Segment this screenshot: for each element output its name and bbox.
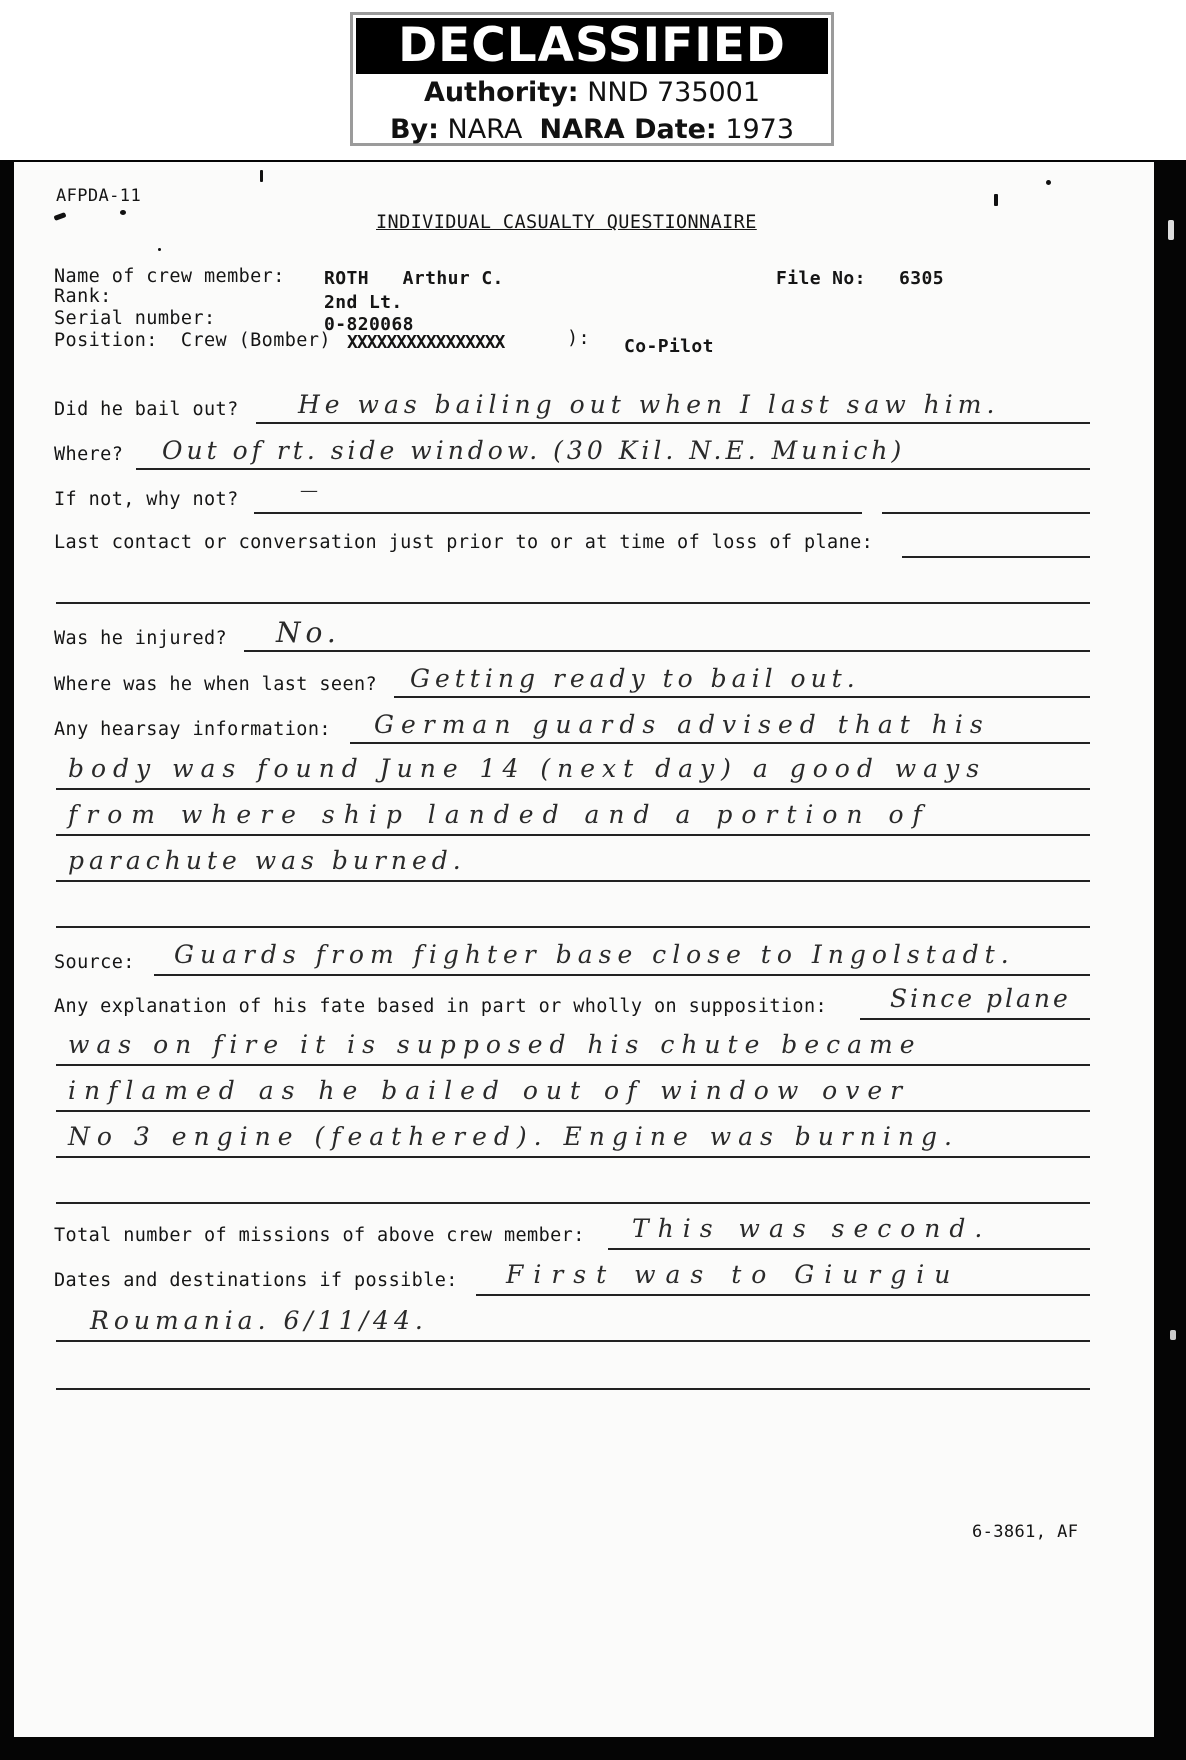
scan-speck [54,212,67,221]
contact-line-a [902,556,1090,558]
position-value: Co-Pilot [624,336,714,357]
explanation-line-4 [56,1202,1090,1204]
hearsay-answer-2: body was found June 14 (next day) a good ways [68,754,987,783]
source-label: Source: [54,952,135,973]
scan-edge-mark [1168,220,1174,240]
explanation-line-0 [860,1018,1090,1020]
injured-line [244,650,1090,652]
dates-line-1 [476,1294,1090,1296]
injured-answer: No. [276,616,341,649]
stamp-authority [353,74,831,111]
scan-speck [994,194,998,206]
explanation-answer-1: was on fire it is supposed his chute became [68,1030,922,1059]
file-value: 6305 [899,268,944,289]
stamp-authority-value: NND 735001 [587,77,761,108]
hearsay-answer-4: parachute was burned. [68,846,466,875]
hearsay-line-2 [56,788,1090,790]
injured-label: Was he injured? [54,628,228,649]
rank-label: Rank: [54,286,112,307]
lastseen-line [394,696,1090,698]
ifnot-answer: — [300,480,323,501]
hearsay-answer-3: from where ship landed and a portion of [68,800,931,829]
hearsay-label: Any hearsay information: [54,719,331,740]
hearsay-line-5 [56,926,1090,928]
bail-line [256,422,1090,424]
where-line [136,468,1090,470]
footer-code: 6-3861, AF [972,1522,1079,1542]
dates-line-3 [56,1388,1090,1390]
declassified-stamp [350,12,834,146]
missions-label: Total number of missions of above crew member: [54,1225,585,1246]
explanation-line-3 [56,1156,1090,1158]
file-label: File No: [776,268,866,289]
lastseen-label: Where was he when last seen? [54,674,378,695]
position-suffix: ): [567,328,591,349]
serial-label: Serial number: [54,308,216,329]
serial-value: 0-820068 [324,314,414,335]
dates-label: Dates and destinations if possible: [54,1270,458,1291]
form-id: AFPDA-11 [56,186,142,206]
contact-label: Last contact or conversation just prior to or at time of loss of plane: [54,532,874,553]
scan-speck [158,248,161,251]
rank-value: 2nd Lt. [324,292,403,313]
explanation-line-1 [56,1064,1090,1066]
hearsay-answer-1: German guards advised that his [374,710,990,739]
scan-speck [120,210,126,215]
bail-answer: He was bailing out when I last saw him. [298,390,1000,419]
position-label: Position: Crew (Bomber) [54,330,331,351]
source-line [154,974,1090,976]
explanation-answer-0: Since plane [890,984,1071,1013]
stamp-authority-label: Authority: [423,77,579,108]
explanation-answer-2: inflamed as he bailed out of window over [68,1076,911,1105]
ifnot-label: If not, why not? [54,489,239,510]
ifnot-line-b [882,512,1090,514]
stamp-date-value: 1973 [725,114,795,145]
hearsay-line-1 [350,742,1090,744]
bail-label: Did he bail out? [54,399,239,420]
scan-speck [260,170,263,182]
missions-answer: This was second. [632,1214,992,1243]
scanned-sheet [0,160,1186,1760]
dates-answer-2: Roumania. 6/11/44. [90,1306,428,1335]
form-title: INDIVIDUAL CASUALTY QUESTIONNAIRE [376,212,757,233]
form-paper [14,162,1154,1737]
stamp-by-value: NARA [447,114,523,145]
where-label: Where? [54,444,124,465]
source-answer: Guards from fighter base close to Ingolstadt. [174,940,1015,969]
name-value: ROTH Arthur C. [324,268,504,289]
dates-answer-1: First was to Giurgiu [506,1260,961,1289]
explanation-label: Any explanation of his fate based in part or wholly on supposition: [54,996,828,1017]
ifnot-line-a [254,512,862,514]
dates-line-2 [56,1340,1090,1342]
hearsay-line-4 [56,880,1090,882]
where-answer: Out of rt. side window. (30 Kil. N.E. Munich) [162,436,906,465]
explanation-line-2 [56,1110,1090,1112]
stamp-date-label: NARA Date: [539,114,717,145]
position-struck: XXXXXXXXXXXXXXXX [347,332,505,353]
stamp-title: DECLASSIFIED [356,18,828,74]
stamp-by-date [353,111,831,148]
hearsay-line-3 [56,834,1090,836]
name-label: Name of crew member: [54,266,285,287]
scan-speck [1046,180,1051,185]
stamp-by-label: By: [389,114,439,145]
missions-line [608,1248,1090,1250]
contact-line-b [56,602,1090,604]
lastseen-answer: Getting ready to bail out. [410,664,860,693]
explanation-answer-3: No 3 engine (feathered). Engine was burning. [68,1122,959,1151]
scan-edge-mark [1170,1330,1176,1340]
